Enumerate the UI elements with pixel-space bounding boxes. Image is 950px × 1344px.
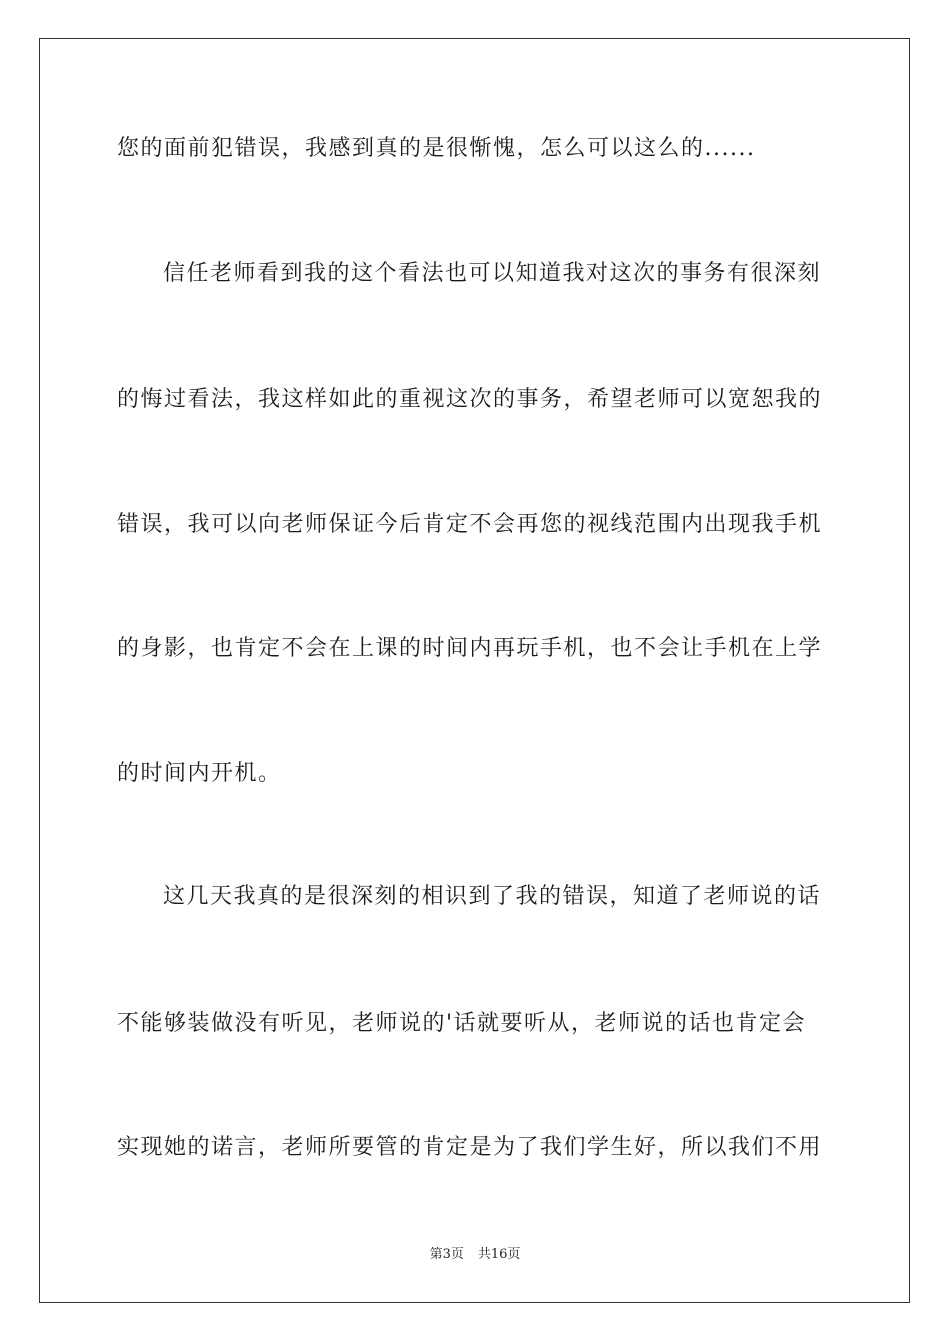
body-line-6: 的时间内开机。: [117, 761, 282, 786]
page-number: 第3页: [429, 1247, 464, 1262]
body-line-8: 不能够装做没有听见，老师说的'话就要听从，老师说的话也肯定会: [117, 1011, 807, 1036]
body-line-7: 这几天我真的是很深刻的相识到了我的错误，知道了老师说的话: [163, 884, 822, 909]
page-frame: [39, 38, 910, 1303]
page-footer: [0, 1246, 950, 1264]
body-line-2: 信任老师看到我的这个看法也可以知道我对这次的事务有很深刻: [163, 261, 822, 286]
body-line-5: 的身影，也肯定不会在上课的时间内再玩手机，也不会让手机在上学: [117, 636, 823, 661]
page-total: 共16页: [477, 1247, 521, 1262]
body-line-3: 的悔过看法，我这样如此的重视这次的事务，希望老师可以宽恕我的: [117, 387, 823, 412]
body-line-9: 实现她的诺言，老师所要管的肯定是为了我们学生好，所以我们不用: [117, 1135, 823, 1160]
body-line-1: 您的面前犯错误，我感到真的是很惭愧，怎么可以这么的......: [117, 136, 756, 161]
body-line-4: 错误，我可以向老师保证今后肯定不会再您的视线范围内出现我手机: [117, 512, 823, 537]
